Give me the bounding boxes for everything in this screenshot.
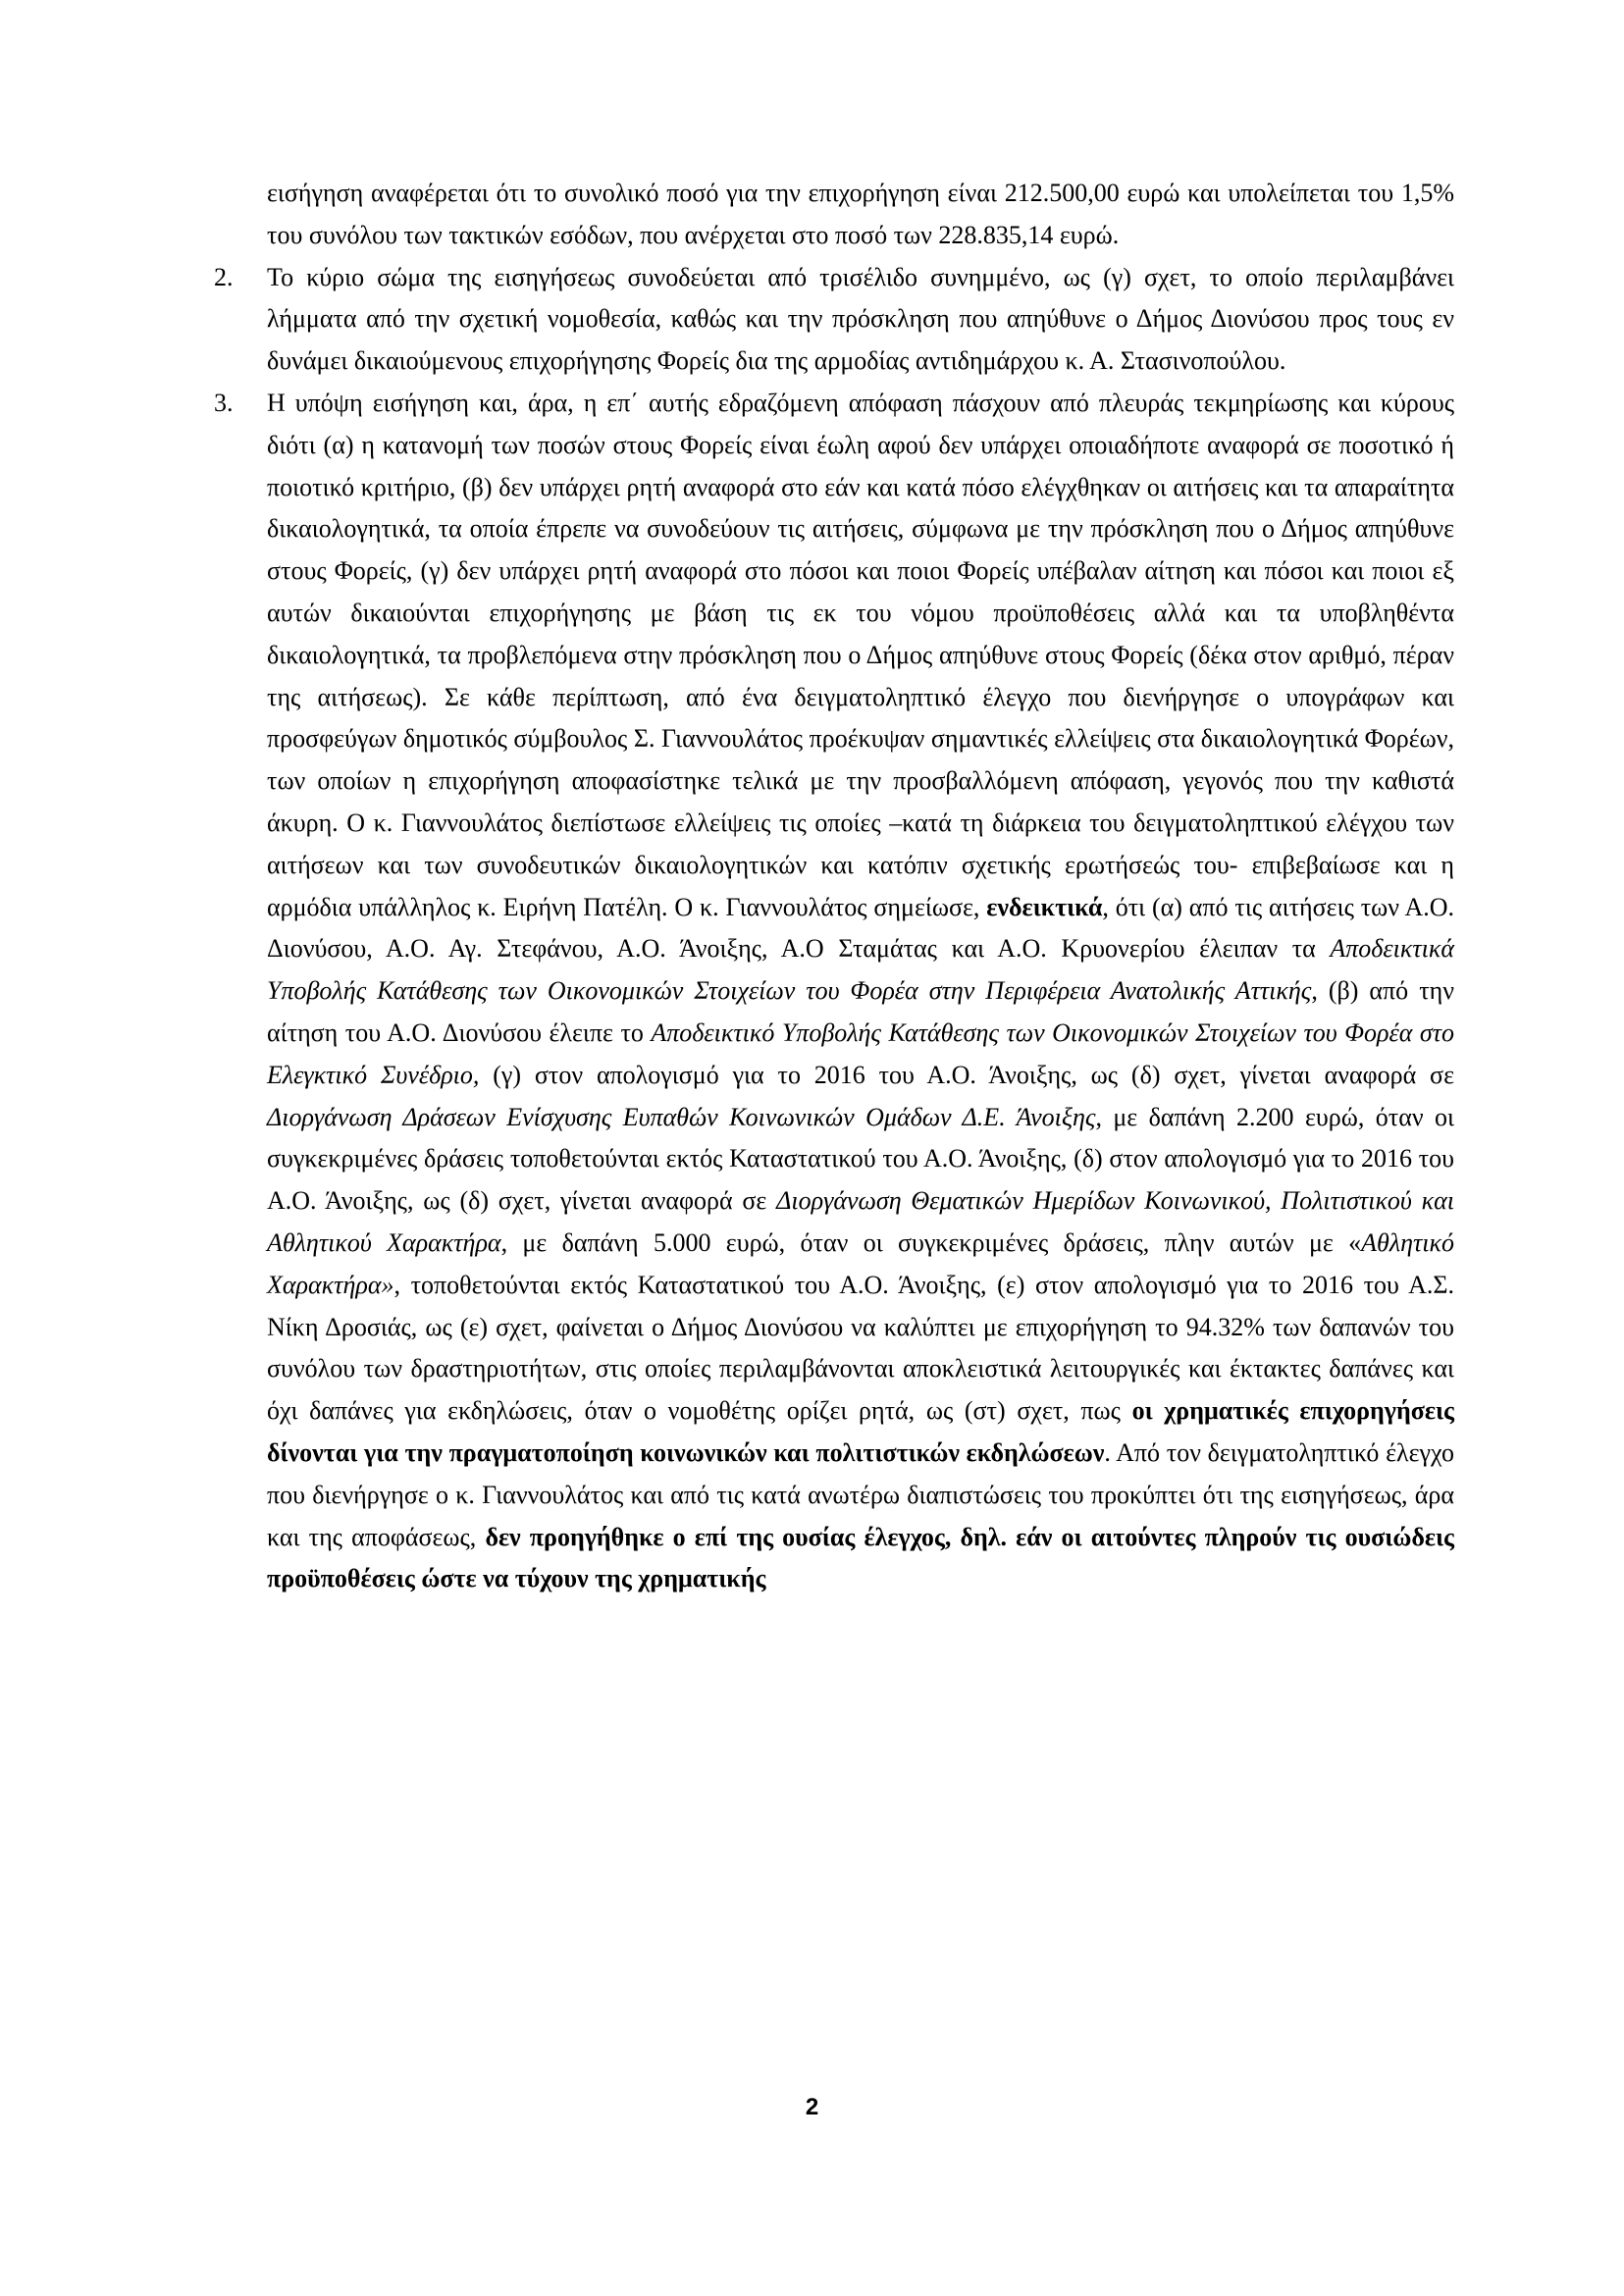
text-run: , τοποθετούνται εκτός Καταστατικού του Α.Ο. Άνοιξης, (ε) στον απολογισμό για το 2016 του Α.Σ. Νίκη Δροσιάς, ως (ε) σχετ, φαίνεται ο Δήμος Διονύσου να καλύπτει με επιχορήγηση το 94.32% των δαπανών του συνόλου των δραστηριοτήτων, στις οποίες περιλαμβάνονται αποκλειστικά λειτουργικές και έκτακτες δαπάνες και όχι δαπάνες για εκδηλώσεις, όταν ο νομοθέτης ορίζει ρητά, ως (στ) σχετ, πως bbox=[267, 1270, 1454, 1426]
italic-run: Αποδεικτικά Υποβολής Κατάθεσης των Οικονομικών Στοιχείων του Φορέα στην Περιφέρεια Ανατολικής Αττικής bbox=[267, 934, 1454, 1006]
text-run: (γ) στον απολογισμό για το 2016 του Α.Ο. Άνοιξης, ως (δ) σχετ, γίνεται αναφορά σε bbox=[479, 1060, 1454, 1089]
list-item-number: 3. bbox=[214, 388, 234, 417]
italic-run: Αθλητικό Χαρακτήρα» bbox=[267, 1227, 1454, 1299]
text-run: Η υπόψη εισήγηση και, άρα, η επ΄ αυτής εδραζόμενη απόφαση πάσχουν από πλευράς τεκμηρίωσης και κύρους διότι (α) η κατανομή των ποσών στους Φορείς είναι έωλη αφού δεν υπάρχει οποιαδήποτε αναφορά σε ποσοτικό ή ποιοτικό κριτήριο, (β) δεν υπάρχει ρητή αναφορά στο εάν και κατά πόσο ελέγχθηκαν οι αιτήσεις και τα απαραίτητα δικαιολογητικά, τα οποία έπρεπε να συνοδεύουν τις αιτήσεις, σύμφωνα με την πρόσκληση που ο Δήμος απηύθυνε στους Φορείς, (γ) δεν υπάρχει ρητή αναφορά στο πόσοι και ποιοι Φορείς υπέβαλαν αίτηση και πόσοι και ποιοι εξ αυτών δικαιούνται επιχορήγησης με βάση τις εκ του νόμου προϋποθέσεις αλλά και τα υποβληθέντα δικαιολογητικά, τα προβλεπόμενα στην πρόσκληση που ο Δήμος απηύθυνε στους Φορείς (δέκα στον αριθμό, πέραν της αιτήσεως). Σε κάθε περίπτωση, από ένα δειγματοληπτικό έλεγχο που διενήργησε ο υπογράφων και προσφεύγων δημοτικός σύμβουλος Σ. Γιαννουλάτος προέκυψαν σημαντικές ελλείψεις στα δικαιολογητικά Φορέων, των οποίων η επιχορήγηση αποφασίστηκε τελικά με την προσβαλλόμενη απόφαση, γεγονός που την καθιστά άκυρη. Ο κ. Γιαννουλάτος διεπίστωσε ελλείψεις τις οποίες –κατά τη διάρκεια του δειγματοληπτικού ελέγχου των αιτήσεων και των συνοδευτικών δικαιολογητικών και κατόπιν σχετικής ερωτήσεώς του- επιβεβαίωσε και η αρμόδια υπάλληλος κ. Ειρήνη Πατέλη. Ο κ. Γιαννουλάτος σημείωσε, bbox=[267, 388, 1454, 921]
bold-run: δεν προηγήθηκε ο επί της ουσίας έλεγχος, δηλ. εάν οι αιτούντες πληρούν τις ουσιώδεις προϋποθέσεις ώστε να τύχουν της χρηματικής bbox=[267, 1522, 1454, 1593]
italic-run: Αποδεικτικό Υποβολής Κατάθεσης των Οικονομικών Στοιχείων του Φορέα στο Ελεγκτικό Συνέδριο, bbox=[267, 1018, 1454, 1089]
page-number: 2 bbox=[805, 2094, 819, 2120]
text-run: , (β) από την αίτηση του Α.Ο. Διονύσου έλειπε το bbox=[267, 976, 1454, 1047]
list-item bbox=[214, 383, 1455, 1600]
text-run: . Από τον δειγματοληπτικό έλεγχο που διενήργησε ο κ. Γιαννουλάτος και από τις κατά ανωτέρω διαπιστώσεις του προκύπτει ότι της εισηγήσεως, άρα και της αποφάσεως, bbox=[267, 1437, 1455, 1551]
italic-run: Διοργάνωση Θεματικών Ημερίδων Κοινωνικού, Πολιτιστικού και Αθλητικού Χαρακτήρα bbox=[267, 1186, 1454, 1257]
text-run: , με δαπάνη 5.000 ευρώ, όταν οι συγκεκριμένες δράσεις, πλην αυτών με « bbox=[500, 1227, 1362, 1257]
text-run: , με δαπάνη 2.200 ευρώ, όταν οι συγκεκριμένες δράσεις τοποθετούνται εκτός Καταστατικού του Α.Ο. Άνοιξης, (δ) στον απολογισμό για το 2016 του Α.Ο. Άνοιξης, ως (δ) σχετ, γίνεται αναφορά σε bbox=[267, 1102, 1454, 1216]
bold-run: ενδεικτικά bbox=[986, 892, 1103, 921]
numbered-list bbox=[214, 257, 1455, 1601]
document-body bbox=[214, 173, 1455, 1600]
list-item-text bbox=[267, 389, 1454, 1592]
list-item-text: Το κύριο σώμα της εισηγήσεως συνοδεύεται από τρισέλιδο συνημμένο, ως (γ) σχετ, το οποίο περιλαμβάνει λήμματα από την σχετική νομοθεσία, καθώς και την πρόσκληση που απηύθυνε ο Δήμος Διονύσου προς τους εν δυνάμει δικαιούμενους επιχορήγησης Φορείς δια της αρμοδίας αντιδημάρχου κ. Α. Στασινοπούλου. bbox=[267, 262, 1454, 376]
italic-run: Διοργάνωση Δράσεων Ενίσχυσης Ευπαθών Κοινωνικών Ομάδων Δ.Ε. Άνοιξης bbox=[267, 1102, 1096, 1131]
bold-run: οι χρηματικές επιχορηγήσεις δίνονται για την πραγματοποίηση κοινωνικών και πολιτιστικών εκδηλώσεων bbox=[267, 1396, 1454, 1467]
list-item-number: 2. bbox=[214, 262, 234, 291]
continuation-paragraph: εισήγηση αναφέρεται ότι το συνολικό ποσό για την επιχορήγηση είναι 212.500,00 ευρώ και υπολείπεται του 1,5% του συνόλου των τακτικών εσόδων, που ανέρχεται στο ποσό των 228.835,14 ευρώ. bbox=[267, 179, 1454, 249]
text-run: , ότι (α) από τις αιτήσεις των Α.Ο. Διονύσου, Α.Ο. Αγ. Στεφάνου, Α.Ο. Άνοιξης, Α.Ο Σταμάτας και Α.Ο. Κρυονερίου έλειπαν τα bbox=[267, 892, 1454, 964]
list-item bbox=[214, 257, 1454, 383]
